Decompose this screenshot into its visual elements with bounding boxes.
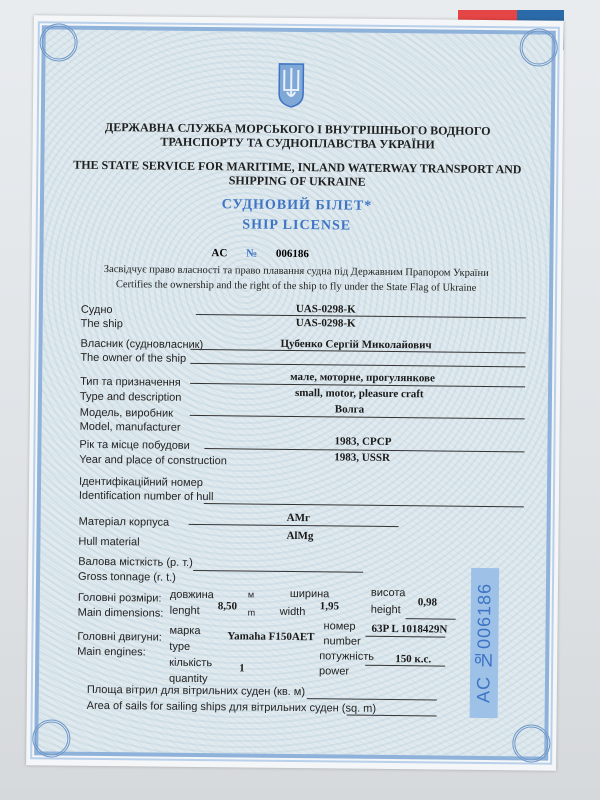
dims-label-ua: Головні розміри: [77, 591, 162, 605]
height-label-en: height [370, 603, 401, 617]
qty-label-en: quantity [168, 672, 208, 686]
length-label-ua: довжина [169, 588, 214, 602]
sails-label-en: Area of sails for sailing ships для вітрильних суден (sq. m) [86, 699, 377, 715]
hull-value-ua: АМг [286, 511, 311, 525]
type-value-ua: мале, моторне, прогулянкове [290, 370, 435, 385]
authority-title-en: THE STATE SERVICE FOR MARITIME, INLAND WATERWAY TRANSPORT AND SHIPPING OF UKRAINE [73, 157, 522, 189]
doc-title-ua: СУДНОВИЙ БІЛЕТ* [221, 197, 373, 214]
owner-label-ua: Власник (судновласник) [80, 337, 204, 352]
width-label-ua: ширина [289, 587, 330, 601]
engine-number-value: 63P L 1018429N [371, 622, 448, 636]
doc-title-en: SHIP LICENSE [242, 217, 352, 234]
qty-label-ua: кількість [169, 656, 213, 670]
series: AC [211, 247, 228, 260]
ship-label-ua: Судно [80, 303, 113, 317]
power-value: 150 к.с. [395, 653, 432, 666]
corner-ornament [519, 28, 557, 66]
ship-value-1: UAS-0298-K [295, 303, 356, 316]
ship-label-en: The ship [80, 317, 123, 331]
sails-label-ua: Площа вітрил для вітрильних суден (кв. м) [86, 683, 306, 699]
engines-label-en: Main engines: [77, 645, 146, 659]
model-value: Волга [334, 403, 365, 416]
type-label-en: Type and description [79, 390, 182, 404]
vertical-serial-number: AC №006186 [470, 568, 500, 718]
mark-label-ua: марка [169, 624, 201, 638]
corner-ornament [32, 719, 70, 757]
power-label-ua: потужність [319, 650, 375, 663]
hull-value-en: AlMg [286, 529, 314, 543]
year-label-ua: Рік та місце побудови [79, 438, 190, 452]
qty-value: 1 [239, 662, 245, 675]
height-label-ua: висота [370, 586, 406, 600]
corner-ornament [512, 724, 550, 762]
owner-value: Цубенко Сергій Миколайович [280, 337, 432, 352]
gross-label-ua: Валова місткість (р. т.) [78, 555, 193, 569]
dims-label-en: Main dimensions: [77, 606, 164, 620]
width-label-en: width [279, 605, 306, 619]
number-sign: № [246, 247, 258, 260]
corner-ornament [39, 23, 77, 61]
unit-m-en: m [247, 607, 256, 618]
width-value: 1,95 [319, 600, 340, 613]
height-value: 0,98 [417, 596, 438, 609]
owner-label-en: The owner of the ship [80, 351, 187, 365]
year-value-ua: 1983, СРСР [334, 435, 392, 449]
serial-row [211, 247, 325, 260]
model-label-en: Model, manufacturer [79, 420, 181, 434]
power-label-en: power [319, 665, 350, 678]
engine-type-value: Yamaha F150AET [227, 630, 315, 644]
serial-number: 006186 [275, 247, 309, 261]
year-value-en: 1983, USSR [334, 451, 391, 464]
model-label-ua: Модель, виробник [79, 406, 173, 420]
hull-label-ua: Матеріал корпуса [78, 515, 170, 529]
number-label-ua: номер [323, 620, 356, 633]
ship-license-document [26, 15, 564, 771]
number-label-en: number [323, 635, 361, 648]
certify-en: Certifies the ownership and the right of the ship to fly under the State Flag of Ukraine [115, 279, 477, 294]
type-label-ua: Тип та призначення [80, 375, 181, 389]
length-value: 8,50 [217, 600, 238, 613]
year-label-en: Year and place of construction [79, 453, 227, 468]
id-label-ua: Ідентифікаційний номер [78, 475, 203, 490]
type-value-en: small, motor, pleasure craft [294, 387, 424, 401]
mark-label-en: type [169, 640, 191, 653]
certify-ua: Засвідчує право власності та право плавання судна під Державним Прапором України [103, 263, 489, 280]
id-label-en: Identification number of hull [78, 489, 214, 504]
trident-emblem-icon [275, 62, 307, 108]
authority-title-ua: ДЕРЖАВНА СЛУЖБА МОРСЬКОГО І ВНУТРІШНЬОГО ВОДНОГО ТРАНСПОРТУ ТА СУДНОПЛАВСТВА УКРАЇНИ [104, 119, 491, 152]
engines-label-ua: Головні двигуни: [77, 630, 162, 644]
hull-label-en: Hull material [78, 535, 140, 549]
ship-value-2: UAS-0298-K [295, 317, 356, 330]
length-label-en: lenght [169, 604, 200, 618]
unit-m: м [247, 589, 255, 600]
gross-label-en: Gross tonnage (r. t.) [78, 570, 176, 584]
